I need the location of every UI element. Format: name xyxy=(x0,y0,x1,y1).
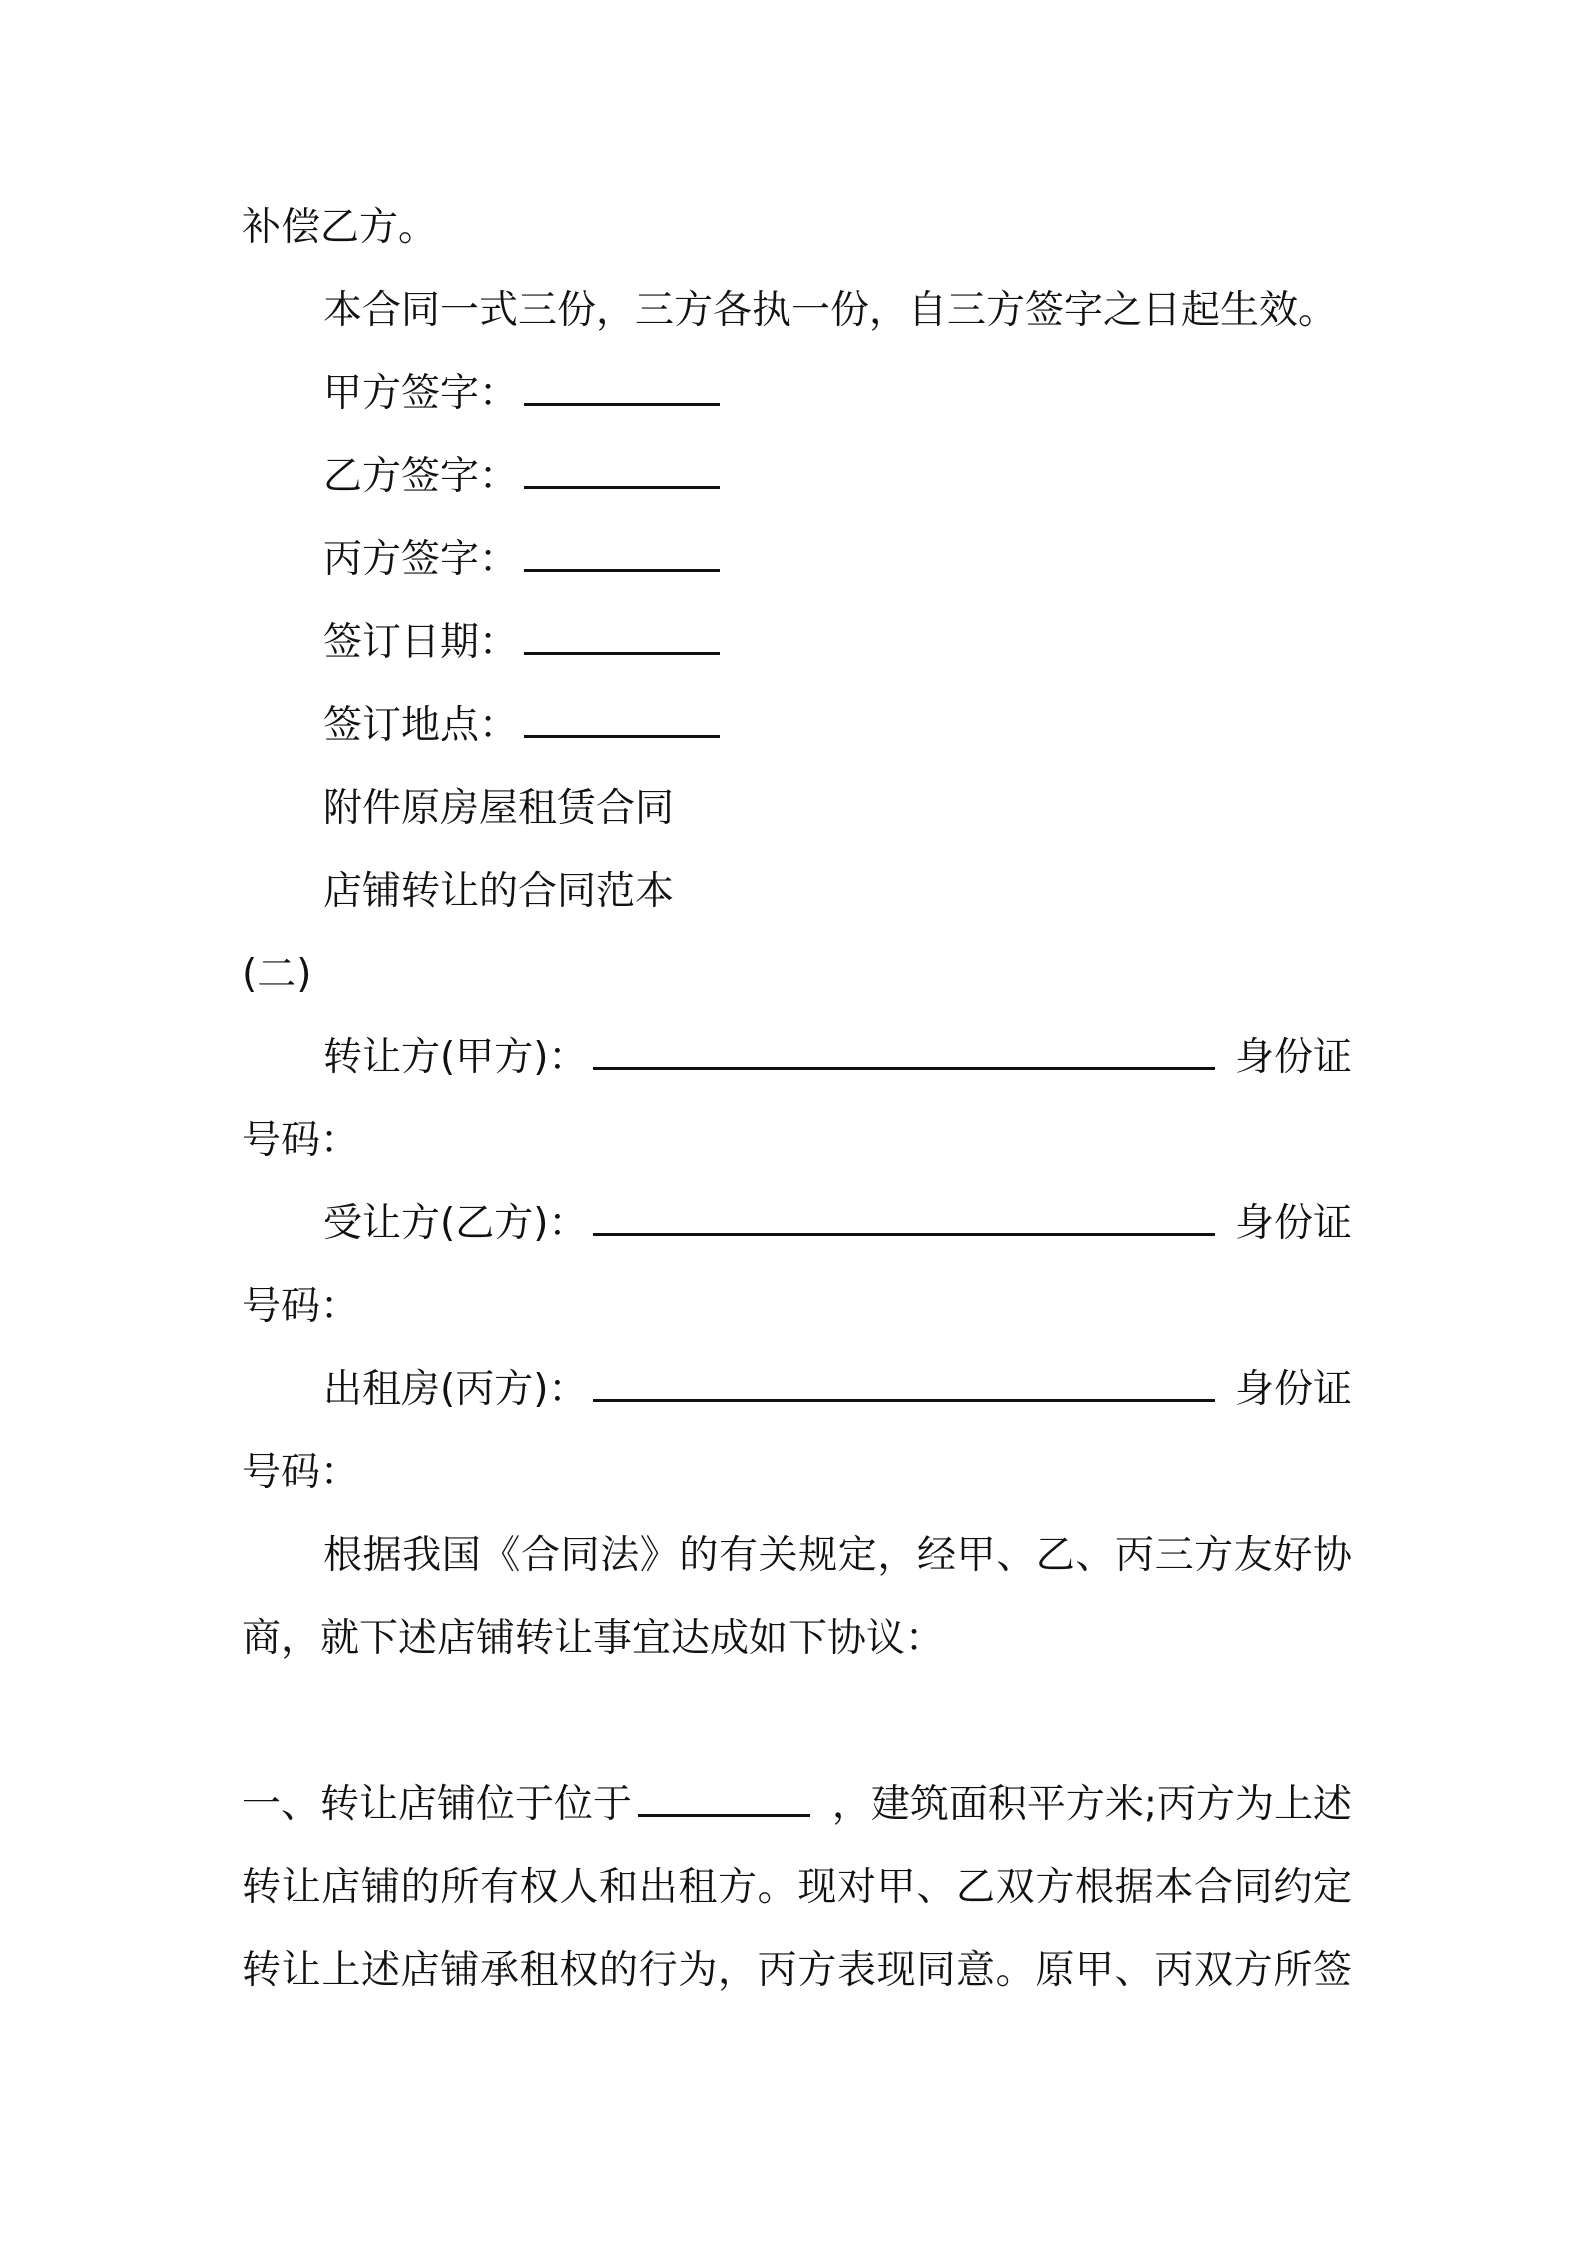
signature-label: 丙方签字： xyxy=(323,537,519,582)
clause-1-line-2: 转让店铺的所有权人和出租方。现对甲、乙双方根据本合同约定 xyxy=(242,1865,1352,1910)
clause-1-pre-group xyxy=(242,1777,816,1833)
party-id-number-label: 号码： xyxy=(242,1118,360,1163)
id-card-label: 身份证 xyxy=(1234,1035,1352,1080)
clause-1-line-3: 转让上述店铺承租权的行为，丙方表现同意。原甲、丙双方所签 xyxy=(242,1948,1352,1993)
signature-line-party-b xyxy=(323,449,726,505)
clause-1-line-1 xyxy=(242,1777,1352,1833)
paragraph-copies: 本合同一式三份，三方各执一份，自三方签字之日起生效。 xyxy=(323,288,1338,333)
signature-blank xyxy=(524,533,720,572)
party-id-number-label: 号码： xyxy=(242,1450,360,1495)
party-label: 出租房(丙方)： xyxy=(323,1367,588,1412)
id-card-label: 身份证 xyxy=(1234,1367,1352,1412)
party-line-transferee xyxy=(323,1196,1352,1252)
party-line-lessor xyxy=(323,1362,1352,1418)
signature-label: 甲方签字： xyxy=(323,371,519,416)
intro-paragraph-line-2: 商，就下述店铺转让事宜达成如下协议： xyxy=(242,1616,945,1661)
intro-paragraph-line-1: 根据我国《合同法》的有关规定，经甲、乙、丙三方友好协 xyxy=(323,1533,1352,1578)
party-label-group xyxy=(323,1196,1221,1252)
signature-blank xyxy=(524,450,720,489)
clause-1-pre: 一、转让店铺位于位于 xyxy=(242,1782,633,1827)
party-label: 受让方(乙方)： xyxy=(323,1201,588,1246)
signing-place-blank xyxy=(524,699,720,738)
clause-1-location-blank xyxy=(638,1778,810,1817)
party-label: 转让方(甲方)： xyxy=(323,1035,588,1080)
party-blank xyxy=(593,1031,1215,1070)
signature-line-party-c xyxy=(323,532,726,588)
signature-label: 乙方签字： xyxy=(323,454,519,499)
signing-date-label: 签订日期： xyxy=(323,620,519,665)
id-card-label: 身份证 xyxy=(1234,1201,1352,1246)
party-id-number-label: 号码： xyxy=(242,1284,360,1329)
party-line-transferor xyxy=(323,1030,1352,1086)
signing-place-label: 签订地点： xyxy=(323,703,519,748)
attachment-line: 附件原房屋租赁合同 xyxy=(323,786,675,831)
clause-1-post: ，建筑面积平方米;丙方为上述 xyxy=(831,1782,1352,1827)
signing-date-blank xyxy=(524,616,720,655)
signing-date-line xyxy=(323,615,726,671)
signing-place-line xyxy=(323,698,726,754)
paragraph-compensate: 补偿乙方。 xyxy=(242,205,438,250)
party-blank xyxy=(593,1197,1215,1236)
sample-title: 店铺转让的合同范本 xyxy=(323,869,675,914)
party-label-group xyxy=(323,1030,1221,1086)
signature-line-party-a xyxy=(323,366,726,422)
section-number: (二) xyxy=(242,952,312,997)
signature-blank xyxy=(524,367,720,406)
party-label-group xyxy=(323,1362,1221,1418)
party-blank xyxy=(593,1363,1215,1402)
